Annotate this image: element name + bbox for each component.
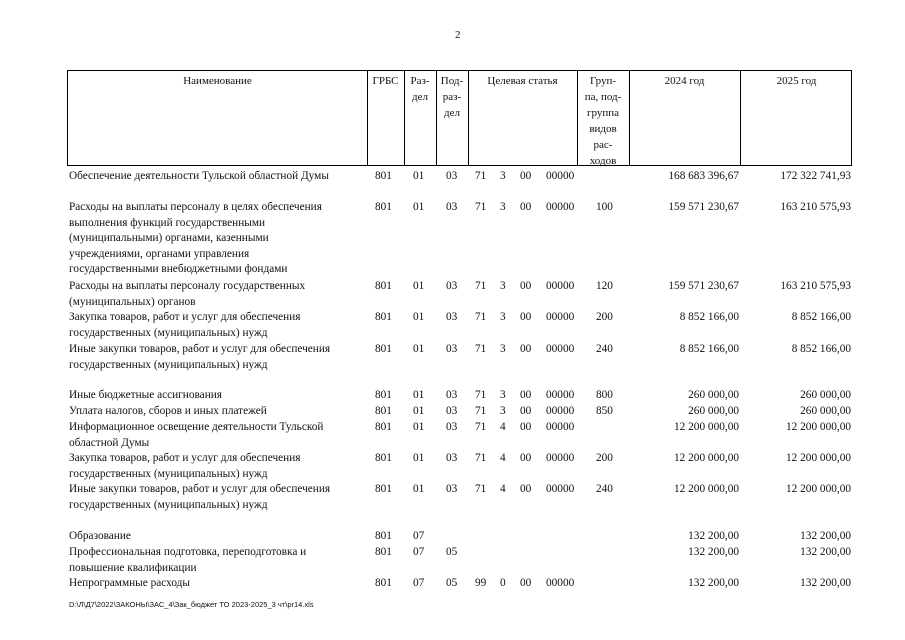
cell-v24: 159 571 230,67 [668, 280, 739, 292]
cell-v25: 132 200,00 [800, 577, 851, 589]
row-name: Иные закупки товаров, работ и услуг для обеспечения государственных (муниципальных) нужд [69, 483, 331, 511]
cell-v25: 8 852 166,00 [791, 343, 851, 355]
cell-rz: 07 [413, 577, 425, 589]
header-gruppa: Груп- па, под- группа видов рас- ходов [584, 75, 622, 167]
cell-grbs: 801 [375, 280, 392, 292]
footer-file-path: D:\Л\Д7\2022\ЗАКОНЫ\ЗАС_4\Зак_бюджет ТО 2023-2025_3 чт\pr14.xls [69, 600, 314, 609]
cell-grbs: 801 [375, 452, 392, 464]
cell-v25: 260 000,00 [800, 389, 851, 401]
page-number: 2 [455, 29, 461, 41]
cell-c3: 00 [520, 483, 532, 495]
cell-c3: 00 [520, 405, 532, 417]
cell-c4: 00000 [546, 421, 575, 433]
cell-c2: 3 [500, 170, 506, 182]
cell-v24: 8 852 166,00 [679, 343, 739, 355]
cell-rz: 01 [413, 483, 425, 495]
cell-v25: 260 000,00 [800, 405, 851, 417]
cell-v24: 159 571 230,67 [668, 201, 739, 213]
cell-c4: 00000 [546, 483, 575, 495]
cell-c4: 00000 [546, 311, 575, 323]
cell-rz: 01 [413, 405, 425, 417]
cell-rz: 07 [413, 530, 425, 542]
cell-c1: 71 [475, 170, 487, 182]
cell-c1: 71 [475, 483, 487, 495]
row-name: Иные закупки товаров, работ и услуг для обеспечения государственных (муниципальных) нужд [69, 343, 331, 371]
cell-c4: 00000 [546, 405, 575, 417]
cell-v24: 12 200 000,00 [674, 421, 739, 433]
cell-vr: 200 [596, 452, 613, 464]
cell-vr: 800 [596, 389, 613, 401]
row-name: Уплата налогов, сборов и иных платежей [69, 405, 267, 417]
cell-pr: 03 [446, 405, 458, 417]
cell-v25: 8 852 166,00 [791, 311, 851, 323]
cell-v24: 132 200,00 [688, 530, 739, 542]
row-name: Образование [69, 530, 131, 542]
row-name: Профессиональная подготовка, переподготовка и повышение квалификации [69, 546, 307, 574]
cell-c3: 00 [520, 280, 532, 292]
cell-v24: 260 000,00 [688, 389, 739, 401]
cell-vr: 850 [596, 405, 613, 417]
cell-pr: 03 [446, 421, 458, 433]
cell-v24: 12 200 000,00 [674, 483, 739, 495]
cell-grbs: 801 [375, 577, 392, 589]
row-name: Расходы на выплаты персоналу в целях обеспечения выполнения функций государственными (муниципальными) органами, казенными учреждениями, органами управления государственными внебюджетными фондами [69, 201, 322, 276]
cell-v25: 132 200,00 [800, 546, 851, 558]
cell-v25: 172 322 741,93 [780, 170, 851, 182]
cell-v25: 163 210 575,93 [780, 280, 851, 292]
cell-vr: 120 [596, 280, 613, 292]
row-name: Непрограммные расходы [69, 577, 190, 589]
cell-grbs: 801 [375, 343, 392, 355]
cell-v24: 260 000,00 [688, 405, 739, 417]
cell-pr: 05 [446, 577, 458, 589]
cell-c2: 0 [500, 577, 506, 589]
row-name: Закупка товаров, работ и услуг для обеспечения государственных (муниципальных) нужд [69, 452, 301, 480]
cell-c1: 71 [475, 343, 487, 355]
cell-c1: 71 [475, 201, 487, 213]
cell-pr: 03 [446, 483, 458, 495]
cell-c1: 71 [475, 389, 487, 401]
row-name: Обеспечение деятельности Тульской областной Думы [69, 170, 329, 182]
cell-c1: 71 [475, 405, 487, 417]
header-razdel: Раз- дел [410, 75, 430, 103]
cell-c4: 00000 [546, 577, 575, 589]
cell-c1: 99 [475, 577, 487, 589]
cell-v24: 132 200,00 [688, 577, 739, 589]
cell-grbs: 801 [375, 546, 392, 558]
cell-c3: 00 [520, 311, 532, 323]
cell-pr: 05 [446, 546, 458, 558]
cell-c3: 00 [520, 452, 532, 464]
cell-c2: 3 [500, 280, 506, 292]
cell-v25: 12 200 000,00 [786, 421, 851, 433]
cell-c1: 71 [475, 280, 487, 292]
cell-grbs: 801 [375, 405, 392, 417]
cell-c2: 4 [500, 483, 506, 495]
cell-v25: 12 200 000,00 [786, 483, 851, 495]
cell-grbs: 801 [375, 311, 392, 323]
cell-c3: 00 [520, 421, 532, 433]
header-grbs: ГРБС [372, 75, 399, 87]
cell-v25: 132 200,00 [800, 530, 851, 542]
cell-vr: 240 [596, 343, 613, 355]
cell-v24: 132 200,00 [688, 546, 739, 558]
cell-vr: 200 [596, 311, 613, 323]
cell-c3: 00 [520, 201, 532, 213]
cell-v24: 8 852 166,00 [679, 311, 739, 323]
cell-c3: 00 [520, 389, 532, 401]
cell-grbs: 801 [375, 201, 392, 213]
cell-grbs: 801 [375, 530, 392, 542]
cell-c2: 4 [500, 452, 506, 464]
cell-vr: 240 [596, 483, 613, 495]
cell-c2: 3 [500, 405, 506, 417]
row-name: Иные бюджетные ассигнования [69, 389, 222, 401]
cell-pr: 03 [446, 389, 458, 401]
cell-rz: 01 [413, 421, 425, 433]
table-header [67, 70, 852, 166]
cell-c1: 71 [475, 452, 487, 464]
cell-rz: 01 [413, 343, 425, 355]
header-podrazdel: Под- раз- дел [440, 75, 464, 119]
cell-grbs: 801 [375, 170, 392, 182]
row-name: Расходы на выплаты персоналу государственных (муниципальных) органов [69, 280, 306, 308]
cell-grbs: 801 [375, 483, 392, 495]
cell-c3: 00 [520, 170, 532, 182]
cell-rz: 01 [413, 170, 425, 182]
row-name: Закупка товаров, работ и услуг для обеспечения государственных (муниципальных) нужд [69, 311, 301, 339]
row-name: Информационное освещение деятельности Тульской областной Думы [69, 421, 324, 449]
cell-c2: 4 [500, 421, 506, 433]
cell-c2: 3 [500, 311, 506, 323]
header-2025: 2025 год [776, 75, 817, 87]
cell-c2: 3 [500, 389, 506, 401]
cell-rz: 01 [413, 389, 425, 401]
cell-v24: 12 200 000,00 [674, 452, 739, 464]
cell-pr: 03 [446, 311, 458, 323]
cell-rz: 01 [413, 280, 425, 292]
cell-pr: 03 [446, 201, 458, 213]
cell-rz: 07 [413, 546, 425, 558]
cell-pr: 03 [446, 170, 458, 182]
cell-rz: 01 [413, 201, 425, 213]
cell-c4: 00000 [546, 343, 575, 355]
cell-v24: 168 683 396,67 [668, 170, 739, 182]
header-name: Наименование [183, 75, 252, 87]
cell-pr: 03 [446, 452, 458, 464]
cell-c2: 3 [500, 343, 506, 355]
cell-c3: 00 [520, 577, 532, 589]
cell-v25: 12 200 000,00 [786, 452, 851, 464]
cell-vr: 100 [596, 201, 613, 213]
cell-v25: 163 210 575,93 [780, 201, 851, 213]
cell-grbs: 801 [375, 421, 392, 433]
header-celevaya: Целевая статья [487, 75, 558, 87]
cell-pr: 03 [446, 343, 458, 355]
cell-rz: 01 [413, 311, 425, 323]
cell-rz: 01 [413, 452, 425, 464]
cell-c4: 00000 [546, 389, 575, 401]
cell-c3: 00 [520, 343, 532, 355]
cell-c4: 00000 [546, 201, 575, 213]
cell-pr: 03 [446, 280, 458, 292]
cell-c4: 00000 [546, 170, 575, 182]
header-2024: 2024 год [664, 75, 705, 87]
cell-c1: 71 [475, 421, 487, 433]
cell-c2: 3 [500, 201, 506, 213]
cell-c1: 71 [475, 311, 487, 323]
cell-c4: 00000 [546, 280, 575, 292]
cell-grbs: 801 [375, 389, 392, 401]
cell-c4: 00000 [546, 452, 575, 464]
